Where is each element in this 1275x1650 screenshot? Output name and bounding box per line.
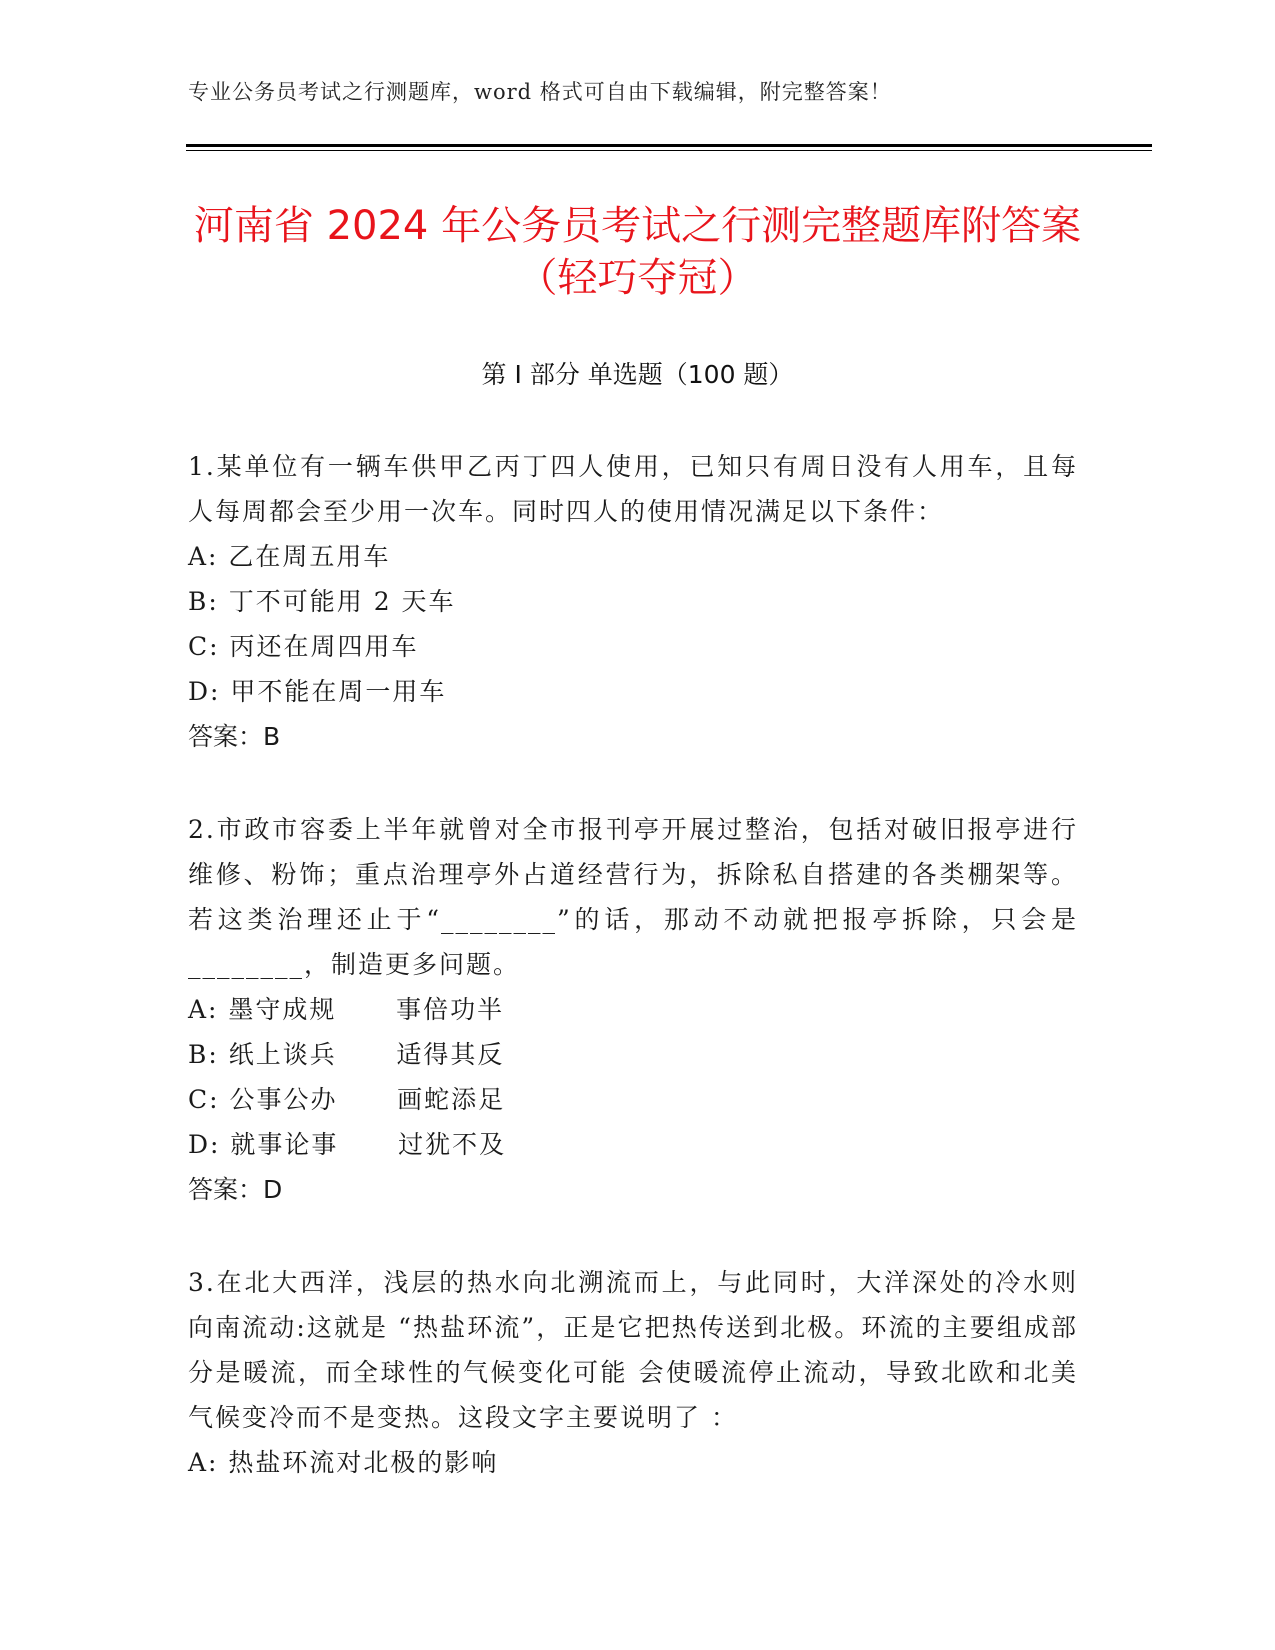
question-2 (188, 807, 1078, 1212)
question-stem: 3.在北大西洋，浅层的热水向北溯流而上，与此同时，大洋深处的冷水则向南流动:这就是 “热盐环流”，正是它把热传送到北极。环流的主要组成部分是暖流，而全球性的气候变化可能 会使暖流停止流动，导致北欧和北美气候变冷而不是变热。这段文字主要说明了 ： (188, 1268, 1078, 1432)
header-note: 专业公务员考试之行测题库，word 格式可自由下载编辑，附完整答案！ (188, 80, 892, 104)
answer-line: 答案：D (188, 1175, 283, 1204)
document-title: 河南省 2024 年公务员考试之行测完整题库附答案（轻巧夺冠） (193, 203, 1082, 301)
option-c: C: 公事公办 画蛇添足 (188, 1085, 506, 1114)
question-stem: 1.某单位有一辆车供甲乙丙丁四人使用，已知只有周日没有人用车，且每人每周都会至少用一次车。同时四人的使用情况满足以下条件： (188, 452, 1078, 526)
header-rule-thick (186, 144, 1152, 147)
question-list (188, 444, 1078, 1533)
question-stem: 2.市政市容委上半年就曾对全市报刊亭开展过整治，包括对破旧报亭进行维修、粉饰；重点治理亭外占道经营行为，拆除私自搭建的各类棚架等。若这类治理还止于“________”的话，那动不动就把报亭拆除，只会是________，制造更多问题。 (188, 815, 1078, 979)
option-a: A: 热盐环流对北极的影响 (188, 1448, 499, 1477)
option-b: B: 丁不可能用 2 天车 (188, 587, 456, 616)
option-b: B: 纸上谈兵 适得其反 (188, 1040, 505, 1069)
section-title: 第 I 部分 单选题（100 题） (481, 360, 794, 389)
option-d: D: 就事论事 过犹不及 (188, 1130, 507, 1159)
option-c: C: 丙还在周四用车 (188, 632, 419, 661)
answer-line: 答案：B (188, 722, 281, 751)
option-d: D: 甲不能在周一用车 (188, 677, 447, 706)
option-a: A: 墨守成规 事倍功半 (188, 995, 505, 1024)
question-1 (188, 444, 1078, 759)
question-3 (188, 1260, 1078, 1485)
header-rule-thin (186, 150, 1152, 151)
option-a: A: 乙在周五用车 (188, 542, 391, 571)
